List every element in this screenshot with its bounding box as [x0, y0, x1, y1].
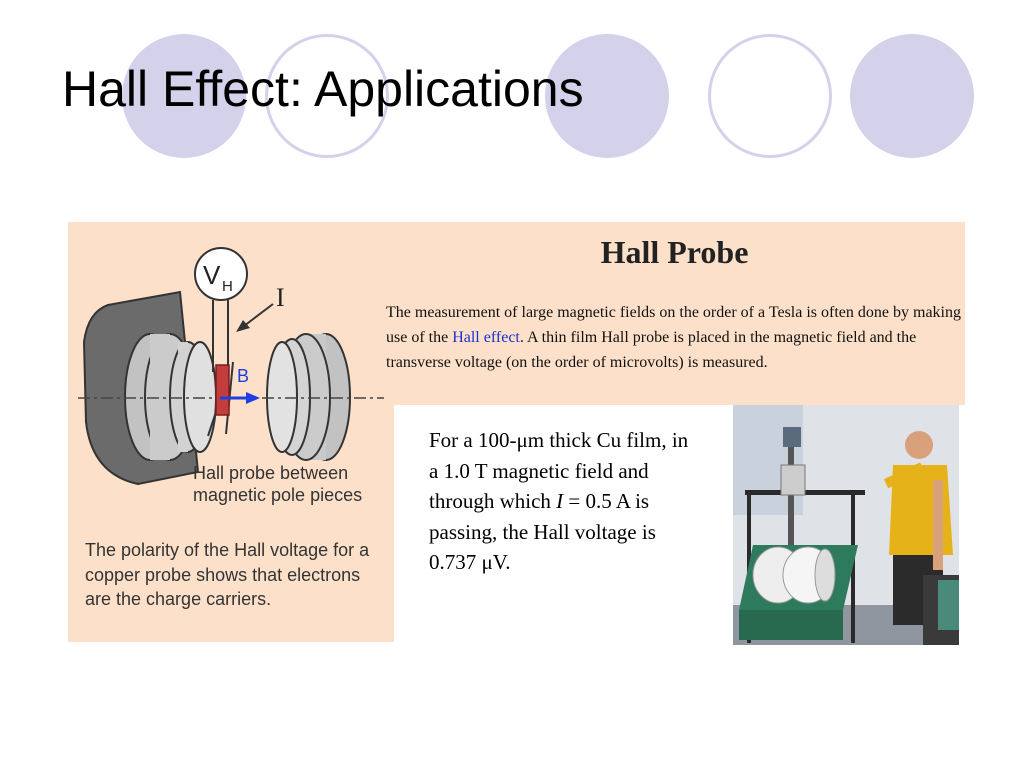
left-pole-face: [184, 342, 216, 452]
hall-probe-card: [384, 222, 965, 405]
hall-probe-diagram-panel: [68, 222, 394, 642]
figure-caption: Hall probe between magnetic pole pieces: [193, 463, 363, 505]
slide-title: Hall Effect: Applications: [62, 61, 584, 117]
vh-subscript: H: [222, 278, 233, 295]
hall-probe-heading: Hall Probe: [600, 234, 749, 270]
hall-effect-link[interactable]: Hall effect: [452, 329, 520, 346]
b-field-label: B: [237, 366, 250, 386]
vh-label: V: [203, 260, 221, 290]
example-text: For a 100-μm thick Cu film, in a 1.0 T magnetic field and through which: [429, 428, 689, 513]
decorative-circle: [850, 34, 974, 158]
description-text: The measurement of large magnetic fields on the order of a Tesla is often done by making use of the: [386, 304, 961, 346]
current-arrow: [244, 304, 273, 326]
decorative-ring: [708, 34, 832, 158]
hall-probe-lab-photo: [733, 405, 959, 645]
description-text: . A thin film Hall probe is placed in the magnetic field and the transverse voltage (on the order of microvolts) is measured.: [386, 329, 917, 371]
current-variable: I: [556, 489, 564, 513]
right-pole-face: [267, 342, 297, 452]
current-label: I: [276, 283, 285, 312]
hall-probe-description: [386, 300, 961, 375]
example-text: = 0.5 A is passing, the Hall voltage is 0.737 μV.: [429, 489, 656, 574]
polarity-note: The polarity of the Hall voltage for a copper probe shows that electrons are the charge carriers.: [85, 540, 370, 609]
lab-photo-illustration: [733, 405, 959, 645]
example-calculation-text: [429, 425, 689, 578]
hall-probe-film: [216, 365, 229, 415]
